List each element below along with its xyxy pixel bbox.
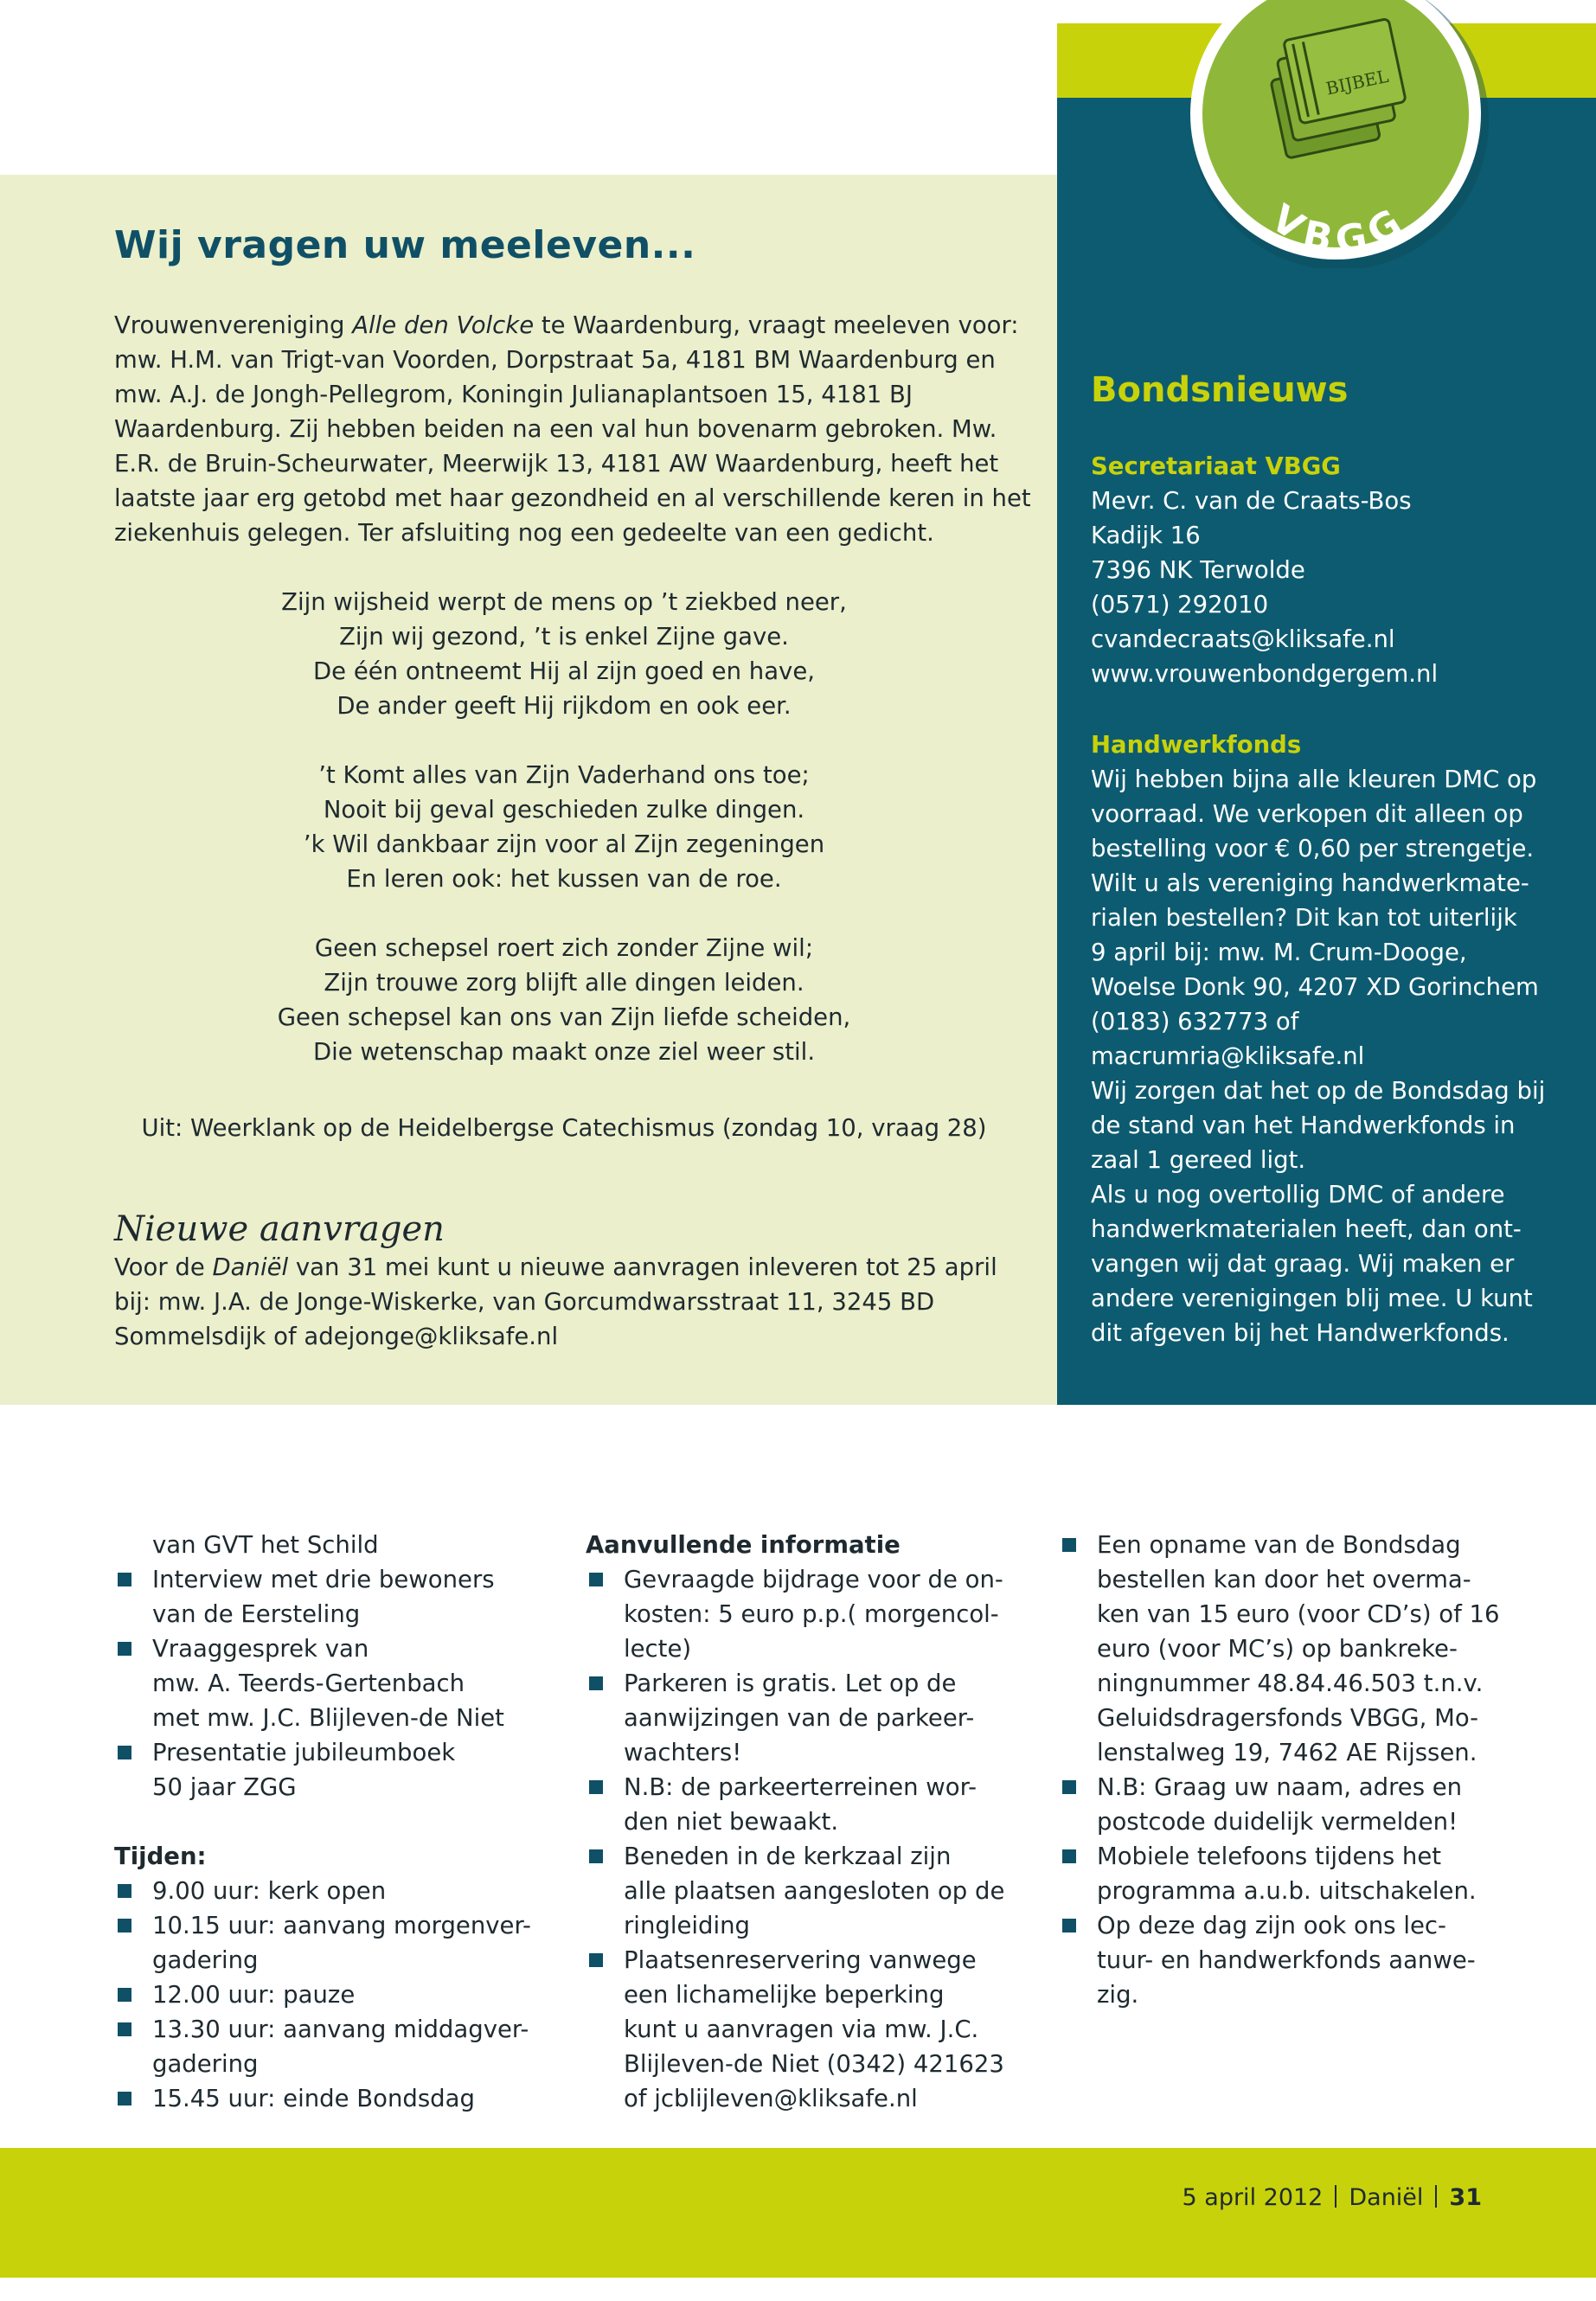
list-item-line: tuur- en handwerkfonds aanwe- [1097,1946,1476,1974]
poem-line: Nooit bij geval geschieden zulke dingen. [323,796,805,824]
list-item-line: Een opname van de Bondsdag [1097,1531,1461,1559]
list-item-line: een lichamelijke beperking [624,1981,945,2009]
handwerkfonds-line: dit afgeven bij het Handwerkfonds. [1091,1319,1509,1347]
bullet-square-icon [118,1573,131,1586]
recording-info-column [1059,1528,1509,2012]
footer-date: 5 april 2012 [1182,2184,1324,2211]
list-item [1059,1908,1509,2012]
handwerkfonds-line: voorraad. We verkopen dit alleen op [1091,800,1523,828]
list-item-line: wachters! [624,1739,742,1766]
list-item-line: met mw. J.C. Blijleven-de Niet [152,1704,504,1732]
bullet-square-icon [118,2022,131,2036]
secretariaat-phone: (0571) 292010 [1091,591,1269,619]
logo-book-text: BIJBEL [1324,65,1391,99]
poem-line: Zijn wij gezond, ’t is enkel Zijne gave. [339,623,789,651]
list-item-line: Beneden in de kerkzaal zijn [624,1843,952,1870]
handwerkfonds-line: andere verenigingen blij mee. U kunt [1091,1285,1533,1312]
list-item [1059,1839,1509,1908]
bullet-square-icon [589,1676,603,1690]
bullet-square-icon [1062,1538,1076,1552]
handwerkfonds-line: de stand van het Handwerkfonds in [1091,1112,1516,1139]
article-title: Wij vragen uw meeleven... [114,223,696,267]
bullet-square-icon [589,1849,603,1863]
handwerkfonds-line: 9 april bij: mw. M. Crum-Dooge, [1091,939,1467,966]
poem-stanza [114,931,1014,1069]
handwerkfonds-line: Wij zorgen dat het op de Bondsdag bij [1091,1077,1546,1105]
list-item-line: Parkeren is gratis. Let op de [624,1670,957,1697]
nieuwe-aanvragen-text [114,1250,1031,1354]
list-item [586,1666,1018,1770]
poem [114,585,1014,1104]
intro-italic-name: Alle den Volcke [352,311,535,339]
nieuwe-prefix: Voor de [114,1253,213,1281]
poem-line: ’t Komt alles van Zijn Vaderhand ons toe; [318,761,810,789]
handwerkfonds-line: Woelse Donk 90, 4207 XD Gorinchem [1091,973,1539,1001]
schedule-item [114,2081,547,2116]
page-footer [1183,2184,1482,2211]
aanvullende-informatie-heading: Aanvullende informatie [586,1531,901,1559]
handwerkfonds-line: rialen bestellen? Dit kan tot uiterlijk [1091,904,1517,932]
program-column [114,1528,547,2116]
secretariaat-heading: Secretariaat VBGG [1091,452,1341,480]
bullet-square-icon [589,1573,603,1586]
footer-divider [1335,2185,1336,2208]
list-item-line: of jcblijleven@kliksafe.nl [624,2085,918,2112]
list-item-line: ningnummer 48.84.46.503 t.n.v. [1097,1670,1484,1697]
list-item [1059,1528,1509,1770]
list-item-line: Vraaggesprek van [152,1635,369,1663]
poem-stanza [114,585,1014,723]
list-item-line: N.B: de parkeerterreinen wor- [624,1773,977,1801]
schedule-item [114,1977,547,2012]
list-item [114,1631,547,1735]
list-item-line: Plaatsenreservering vanwege [624,1946,977,1974]
handwerkfonds-line: Als u nog overtollig DMC of andere [1091,1181,1505,1208]
list-item-line: Op deze dag zijn ook ons lec- [1097,1912,1446,1939]
list-item-line: ringleiding [624,1912,751,1939]
list-item-line: Blijleven-de Niet (0342) 421623 [624,2050,1004,2078]
list-item [586,1943,1018,2116]
bullet-square-icon [118,1919,131,1932]
handwerkfonds-block [1091,727,1575,1350]
page-number: 31 [1449,2184,1482,2211]
secretariaat-line: Kadijk 16 [1091,522,1201,549]
secretariaat-line: 7396 NK Terwolde [1091,556,1305,584]
bullet-square-icon [589,1953,603,1967]
handwerkfonds-line: Wij hebben bijna alle kleuren DMC op [1091,766,1537,793]
schedule-line: 13.30 uur: aanvang middagver- [152,2016,529,2043]
handwerkfonds-line: handwerkmaterialen heeft, dan ont- [1091,1215,1522,1243]
poem-line: ’k Wil dankbaar zijn voor al Zijn zegeningen [303,830,825,858]
bullet-square-icon [118,1746,131,1759]
intro-rest: te Waardenburg, vraagt meeleven voor: mw. H.M. van Trigt-van Voorden, Dorpstraat 5a, 4181 BM Waardenburg en mw. A.J. de Jongh-Pellegrom, Koningin Julianaplantsoen 15, 4181 BJ Waardenburg. Zij hebben beiden na een val hun bovenarm gebroken. Mw. E.R. de Bruin-Scheurwater, Meerwijk 13, 4181 AW Waardenburg, heeft het laatste jaar erg getobd met haar gezondheid en al verschillende keren in het ziekenhuis gelegen. Ter afsluiting nog een gedeelte van een gedicht. [114,311,1031,547]
poem-line: Die wetenschap maakt onze ziel weer stil. [312,1038,816,1066]
list-item-line: ken van 15 euro (voor CD’s) of 16 [1097,1600,1500,1628]
schedule-line: gadering [152,1946,259,1974]
poem-line: Zijn wijsheid werpt de mens op ’t ziekbed neer, [281,588,847,616]
aanvullende-informatie-column [586,1528,1018,2116]
list-item-line: mw. A. Teerds-Gertenbach [152,1670,465,1697]
handwerkfonds-line: (0183) 632773 of [1091,1008,1299,1035]
continued-line: van GVT het Schild [152,1531,379,1559]
bondsnieuws-title: Bondsnieuws [1091,370,1349,410]
schedule-line: gadering [152,2050,259,2078]
list-item-line: den niet bewaakt. [624,1808,839,1836]
bullet-square-icon [118,1642,131,1656]
schedule-line: 15.45 uur: einde Bondsdag [152,2085,475,2112]
list-item-line: zig. [1097,1981,1139,2009]
secretariaat-block [1091,449,1575,691]
list-item-line: kosten: 5 euro p.p.( morgencol- [624,1600,999,1628]
list-item [586,1770,1018,1839]
logo-label: VBGG [1263,195,1417,264]
poem-line: Zijn trouwe zorg blijft alle dingen leiden. [324,969,804,997]
handwerkfonds-email: macrumria@kliksafe.nl [1091,1042,1365,1070]
article-intro [114,308,1031,550]
bullet-square-icon [118,1988,131,2002]
list-item-line: Geluidsdragersfonds VBGG, Mo- [1097,1704,1479,1732]
list-item-line: aanwijzingen van de parkeer- [624,1704,975,1732]
list-item-line: Mobiele telefoons tijdens het [1097,1843,1442,1870]
schedule-item [114,2012,547,2081]
list-item-line: lecte) [624,1635,692,1663]
intro-prefix: Vrouwenvereniging [114,311,353,339]
schedule-item [114,1874,547,1908]
list-item-line: bestellen kan door het overma- [1097,1566,1471,1593]
bullet-square-icon [589,1780,603,1794]
handwerkfonds-heading: Handwerkfonds [1091,731,1302,759]
poem-line: De één ontneemt Hij al zijn goed en have, [313,657,815,685]
schedule-line: 12.00 uur: pauze [152,1981,356,2009]
list-item-line: programma a.u.b. uitschakelen. [1097,1877,1477,1905]
handwerkfonds-line: zaal 1 gereed ligt. [1091,1146,1306,1174]
footer-band [0,2148,1596,2278]
handwerkfonds-line: vangen wij dat graag. Wij maken er [1091,1250,1515,1278]
secretariaat-line: Mevr. C. van de Craats-Bos [1091,487,1412,515]
schedule-item [114,1908,547,1977]
list-item-line: postcode duidelijk vermelden! [1097,1808,1458,1836]
list-item-line: kunt u aanvragen via mw. J.C. [624,2016,979,2043]
schedule-line: 10.15 uur: aanvang morgenver- [152,1912,531,1939]
list-item-line: lenstalweg 19, 7462 AE Rijssen. [1097,1739,1477,1766]
list-item-line: Presentatie jubileumboek [152,1739,456,1766]
list-item-line: Gevraagde bijdrage voor de on- [624,1566,1003,1593]
secretariaat-website: www.vrouwenbondgergem.nl [1091,660,1439,688]
footer-publication: Daniël [1349,2184,1424,2211]
poem-line: En leren ook: het kussen van de roe. [346,865,782,893]
list-item-line: euro (voor MC’s) op bankreke- [1097,1635,1458,1663]
list-item-line: N.B: Graag uw naam, adres en [1097,1773,1463,1801]
secretariaat-email: cvandecraats@kliksafe.nl [1091,625,1395,653]
bullet-square-icon [118,2092,131,2106]
nieuwe-rest: van 31 mei kunt u nieuwe aanvragen inleveren tot 25 april bij: mw. J.A. de Jonge-Wiskerke, van Gorcumdwarsstraat 11, 3245 BD Sommelsdijk of adejonge@kliksafe.nl [114,1253,997,1350]
list-item-line: 50 jaar ZGG [152,1773,297,1801]
list-item-line: Interview met drie bewoners [152,1566,495,1593]
poem-stanza [114,758,1014,896]
bullet-square-icon [1062,1780,1076,1794]
handwerkfonds-line: bestelling voor € 0,60 per strengetje. [1091,835,1535,862]
nieuwe-italic: Daniël [212,1253,289,1281]
handwerkfonds-line: Wilt u als vereniging handwerkmate- [1091,869,1529,897]
list-item [1059,1770,1509,1839]
poem-source: Uit: Weerklank op de Heidelbergse Catechismus (zondag 10, vraag 28) [141,1114,987,1142]
schedule-line: 9.00 uur: kerk open [152,1877,387,1905]
list-item-line: alle plaatsen aangesloten op de [624,1877,1005,1905]
footer-divider [1435,2185,1437,2208]
poem-line: De ander geeft Hij rijkdom en ook eer. [337,692,792,720]
bullet-square-icon [1062,1849,1076,1863]
vbgg-logo [1189,0,1491,268]
poem-line: Geen schepsel kan ons van Zijn liefde scheiden, [277,1003,851,1031]
poem-line: Geen schepsel roert zich zonder Zijne wil; [314,934,814,962]
bullet-square-icon [118,1884,131,1898]
bullet-square-icon [1062,1919,1076,1932]
list-item [114,1562,547,1631]
tijden-heading: Tijden: [114,1843,207,1870]
list-item [586,1562,1018,1666]
list-item [586,1839,1018,1943]
list-item [114,1735,547,1804]
list-item-line: van de Eersteling [152,1600,361,1628]
nieuwe-aanvragen-title: Nieuwe aanvragen [114,1209,445,1249]
bible-logo-icon [1189,0,1491,268]
